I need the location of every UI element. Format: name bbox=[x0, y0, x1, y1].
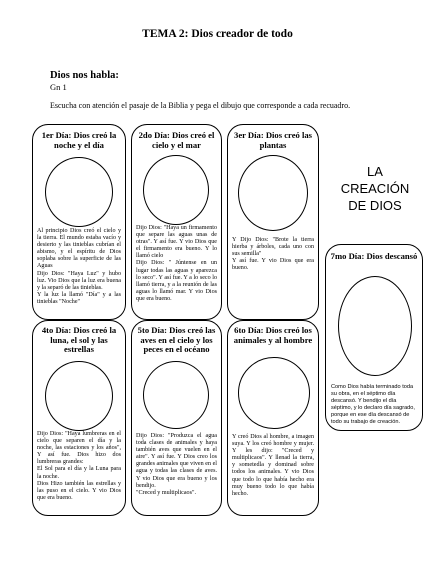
day-card-text: Dijo Dios: "Haya un firmamento que separe las aguas unas de otras". Y así fue. Y vio Dios que el firmamento era bueno. Y lo llamó cielo Dijo Dios: " Júntense en un lugar todas las aguas y aparezca lo seco". Y así fue. Y a lo seco lo llamó tierra, y a la reunión de las aguas lo llamó mar. Y vio Dios que era bueno. bbox=[136, 225, 217, 302]
day-card-title: 6to Día: Dios creó los animales y al hombre bbox=[233, 325, 313, 345]
day-card-text: Como Dios había terminado toda su obra, en el séptimo día descansó. Y bendijo el día séptimo, y lo declaro día sagrado, porque en ese día descansó de todo su trabajo de creación. bbox=[331, 384, 415, 425]
day-card-title: 4to Día: Dios creó la luna, el sol y las estrellas bbox=[41, 325, 117, 355]
day-card-title: 2do Día: Dios creó el cielo y el mar bbox=[138, 130, 215, 150]
day-card-title: 7mo Día: Dios descansó bbox=[330, 251, 418, 261]
drawing-circle[interactable] bbox=[238, 357, 310, 429]
drawing-circle[interactable] bbox=[45, 157, 113, 227]
day-card-title: 5to Día: Dios creó las aves en el cielo y los peces en el océano bbox=[137, 325, 216, 355]
creation-title-line: CREACIÓN bbox=[340, 181, 410, 196]
creation-title-line: LA bbox=[367, 164, 383, 179]
creation-title bbox=[330, 163, 420, 214]
day-card-text: Y creó Dios al hombre, a imagen suya. Y los creó hombre y mujer. Y les dijo: "Creced y multiplicaos". Y llenad la tierra, y sometedla y dominad sobre todos los animales. Y vio Dios que todo lo que había hecho era muy bueno todo lo que había hecho. bbox=[232, 434, 314, 497]
day-card-1 bbox=[32, 124, 126, 320]
bible-reference: Gn 1 bbox=[50, 82, 67, 92]
day-card-3 bbox=[227, 124, 319, 320]
drawing-circle[interactable] bbox=[45, 361, 113, 431]
day-card-text: Dijo Dios: "Haya lumbreras en el cielo que separen el día y la noche, las estaciones y los años", Y así fue. Dios hizo dos lumbreras grandes: El Sol para el día y la Luna para la noche. Dios Hizo también las estrellas y las puso en el cielo. Y vio Dios que era bueno. bbox=[37, 431, 121, 501]
day-card-text: Al principio Dios creó el cielo y la tierra. El mundo estaba vacío y desierto y las tinieblas cubrían el abismo, y el espíritu de Dios soplaba sobre la superficie de las Aguas Dijo Dios: "Haya Luz" y hubo luz. Vio Dios que la luz era buena y la separó de las tinieblas. Y la luz la llamó "Día" y a las tinieblas "Noche" bbox=[37, 228, 121, 305]
day-card-title: 3er Día: Dios creó las plantas bbox=[234, 130, 312, 150]
day-card-text: Y Dijo Dios: "Brote la tierra hierba y árboles, cada uno con sus semilla" Y así fue. Y vio Dios que era bueno. bbox=[232, 237, 314, 272]
day-card-5 bbox=[131, 320, 222, 516]
drawing-circle[interactable] bbox=[143, 361, 209, 429]
drawing-circle[interactable] bbox=[238, 155, 308, 231]
creation-title-line: DE DIOS bbox=[348, 198, 402, 213]
day-card-2 bbox=[131, 124, 222, 320]
drawing-circle[interactable] bbox=[338, 276, 412, 376]
day-card-4 bbox=[32, 320, 126, 516]
day-card-6 bbox=[227, 320, 319, 516]
section-heading: Dios nos habla: bbox=[50, 70, 119, 81]
instruction-text: Escucha con atención el pasaje de la Biblia y pega el dibujo que corresponde a cada recuadro. bbox=[50, 101, 351, 110]
drawing-circle[interactable] bbox=[143, 155, 209, 225]
day-card-text: Dijo Dios: "Produzca el agua toda clases de animales y haya también aves que vuelen en el aire". Y así fue. Y Dios creo los grandes animales que viven en el agua y todas las clases de aves. Y vio Dios que era bueno y los bendijo. "Creced y multiplicaos". bbox=[136, 433, 217, 496]
day-card-title: 1er Día: Dios creó la noche y el día bbox=[41, 130, 117, 150]
page-title: TEMA 2: Dios creador de todo bbox=[142, 28, 293, 40]
